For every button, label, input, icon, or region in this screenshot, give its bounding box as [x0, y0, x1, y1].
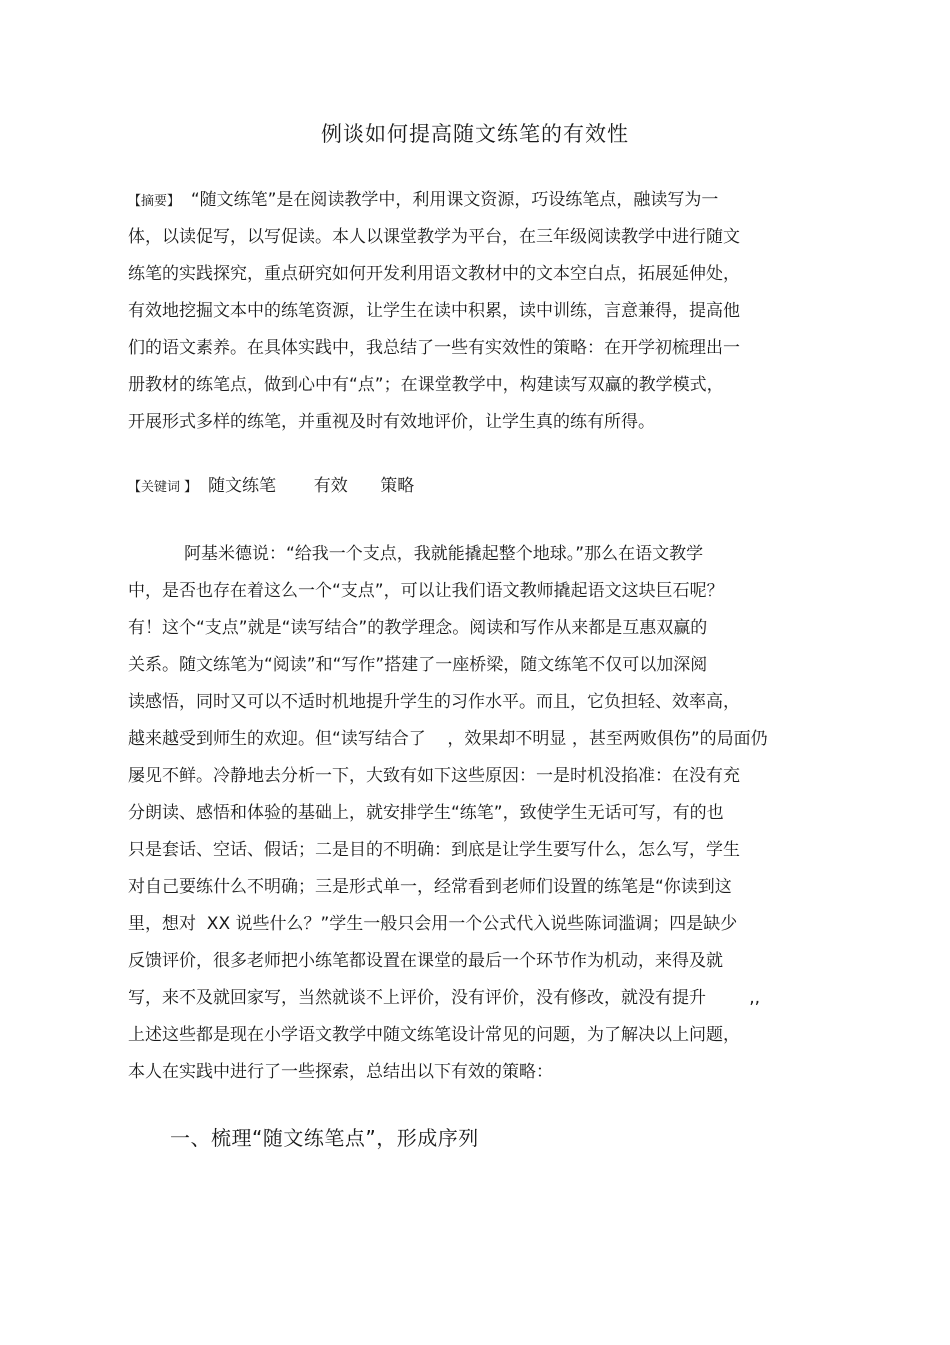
body-line: 写，来不及就回家写，当然就谈不上评价，没有评价，没有修改，就没有提升 ,, [128, 988, 761, 1008]
keyword: 有效 [313, 476, 348, 496]
abstract-line: 们的语文素养。在具体实践中，我总结了一些有实效性的策略：在开学初梳理出一 [128, 338, 740, 358]
body-line: 读感悟，同时又可以不适时机地提升学生的习作水平。而且，它负担轻、效率高， [128, 692, 740, 712]
body-line: 对自己要练什么不明确；三是形式单一，经常看到老师们设置的练笔是“你读到这 [128, 877, 732, 897]
body-line: 阿基米德说：“给我一个支点，我就能撬起整个地球。”那么在语文教学 [184, 544, 704, 564]
body-line: 上述这些都是现在小学语文教学中随文练笔设计常见的问题，为了解决以上问题， [128, 1025, 740, 1045]
body-line: 关系。随文练笔为“阅读”和“写作”搭建了一座桥梁，随文练笔不仅可以加深阅 [128, 655, 708, 675]
keyword: 随文练笔 [207, 476, 276, 496]
body-line: 只是套话、空话、假话；二是目的不明确：到底是让学生要写什么，怎么写，学生 [128, 840, 740, 860]
abstract-line: 册教材的练笔点，做到心中有“点”；在课堂教学中，构建读写双赢的教学模式， [128, 375, 724, 395]
body-line: 里，想对 XX 说些什么？”学生一般只会用一个公式代入说些陈词滥调；四是缺少 [128, 914, 738, 934]
abstract-line: 练笔的实践探究，重点研究如何开发利用语文教材中的文本空白点，拓展延伸处， [128, 264, 740, 284]
section-heading: 一、梳理“随文练笔点”，形成序列 [170, 1126, 479, 1150]
body-line: 分朗读、感悟和体验的基础上，就安排学生“练笔”，致使学生无话可写，有的也 [128, 803, 724, 823]
keywords-label: 【关键词 】 [128, 480, 198, 495]
abstract-line: 有效地挖掘文本中的练笔资源，让学生在读中积累，读中训练，言意兼得，提高他 [128, 301, 740, 321]
abstract-label: 【摘要】 [128, 194, 181, 209]
abstract-line: 开展形式多样的练笔，并重视及时有效地评价，让学生真的练有所得。 [128, 412, 655, 432]
abstract-line: 体，以读促写，以写促读。本人以课堂教学为平台，在三年级阅读教学中进行随文 [128, 227, 740, 247]
body-line: 中，是否也存在着这么一个“支点”，可以让我们语文教师撬起语文这块巨石呢？ [128, 581, 724, 601]
abstract-line: 【摘要】 “随文练笔”是在阅读教学中，利用课文资源，巧设练笔点，融读写为一 [128, 190, 719, 210]
abstract-paragraph [128, 182, 828, 441]
body-line: 屡见不鲜。冷静地去分析一下，大致有如下这些原因：一是时机没掐准：在没有充 [128, 766, 740, 786]
keyword: 策略 [380, 476, 415, 496]
body-line: 越来越受到师生的欢迎。但“读写结合了 ，效果却不明显 ，甚至两败俱伤”的局面仍 [128, 729, 768, 749]
body-line: 有！这个“支点”就是“读写结合”的教学理念。阅读和写作从来都是互惠双赢的 [128, 618, 708, 638]
body-line: 本人在实践中进行了一些探索，总结出以下有效的策略： [128, 1062, 553, 1082]
body-paragraph [128, 536, 828, 1091]
keywords-line [128, 468, 414, 505]
document-title: 例谈如何提高随文练笔的有效性 [321, 122, 629, 146]
body-line: 反馈评价，很多老师把小练笔都设置在课堂的最后一个环节作为机动，来得及就 [128, 951, 723, 971]
